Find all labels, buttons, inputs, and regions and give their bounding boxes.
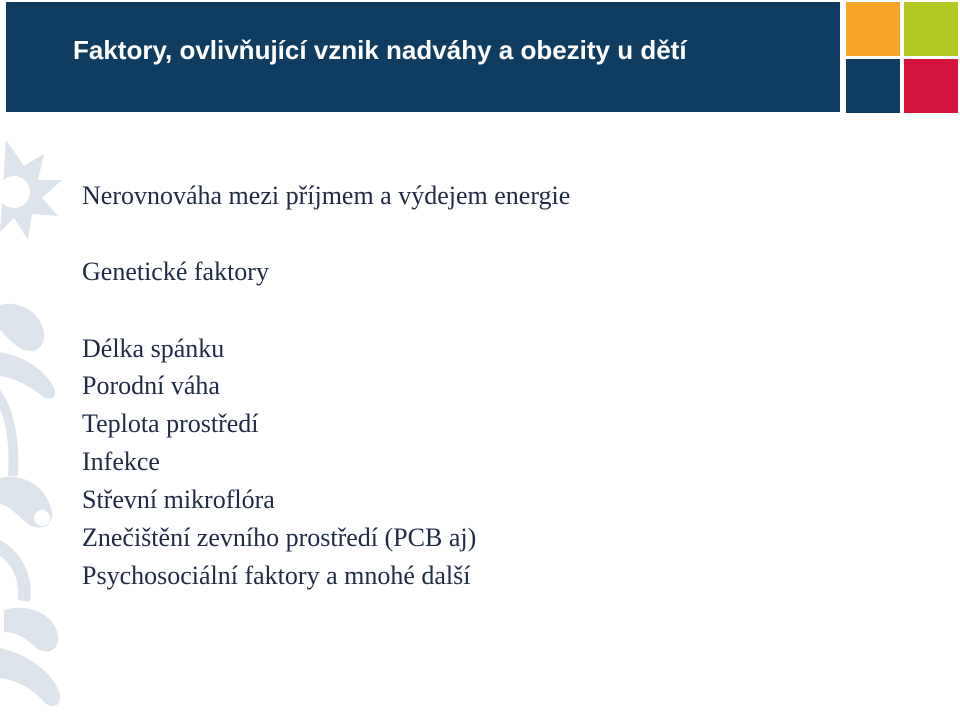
content-line-environmental-pollution: Znečištění zevního prostředí (PCB aj) — [82, 523, 477, 552]
decorative-logo-graphic — [0, 140, 80, 716]
corner-square-lime — [904, 2, 958, 56]
deco-figure-head — [0, 304, 44, 351]
corner-square-orange — [846, 2, 900, 56]
deco-wave-4 — [0, 648, 60, 706]
deco-dot — [34, 510, 50, 526]
deco-figure-body — [0, 390, 18, 476]
corner-square-red — [904, 59, 958, 113]
content-line-psychosocial-factors: Psychosociální faktory a mnohé další — [82, 561, 471, 590]
content-line-genetic-factors: Genetické faktory — [82, 257, 269, 286]
deco-wave-2 — [0, 540, 31, 602]
content-line-ambient-temperature: Teplota prostředí — [82, 409, 259, 438]
content-line-birth-weight: Porodní váha — [82, 371, 220, 400]
deco-wave-3 — [4, 608, 58, 652]
corner-square-navy — [846, 59, 900, 113]
content-line-infection: Infekce — [82, 447, 160, 476]
slide-title: Faktory, ovlivňující vznik nadváhy a obezity u dětí — [73, 35, 687, 65]
content-line-energy-balance: Nerovnováha mezi příjmem a výdejem energie — [82, 181, 571, 210]
deco-figure-arm — [0, 352, 55, 399]
content-line-sleep-duration: Délka spánku — [82, 334, 225, 363]
content-line-gut-microflora: Střevní mikroflóra — [82, 485, 275, 514]
